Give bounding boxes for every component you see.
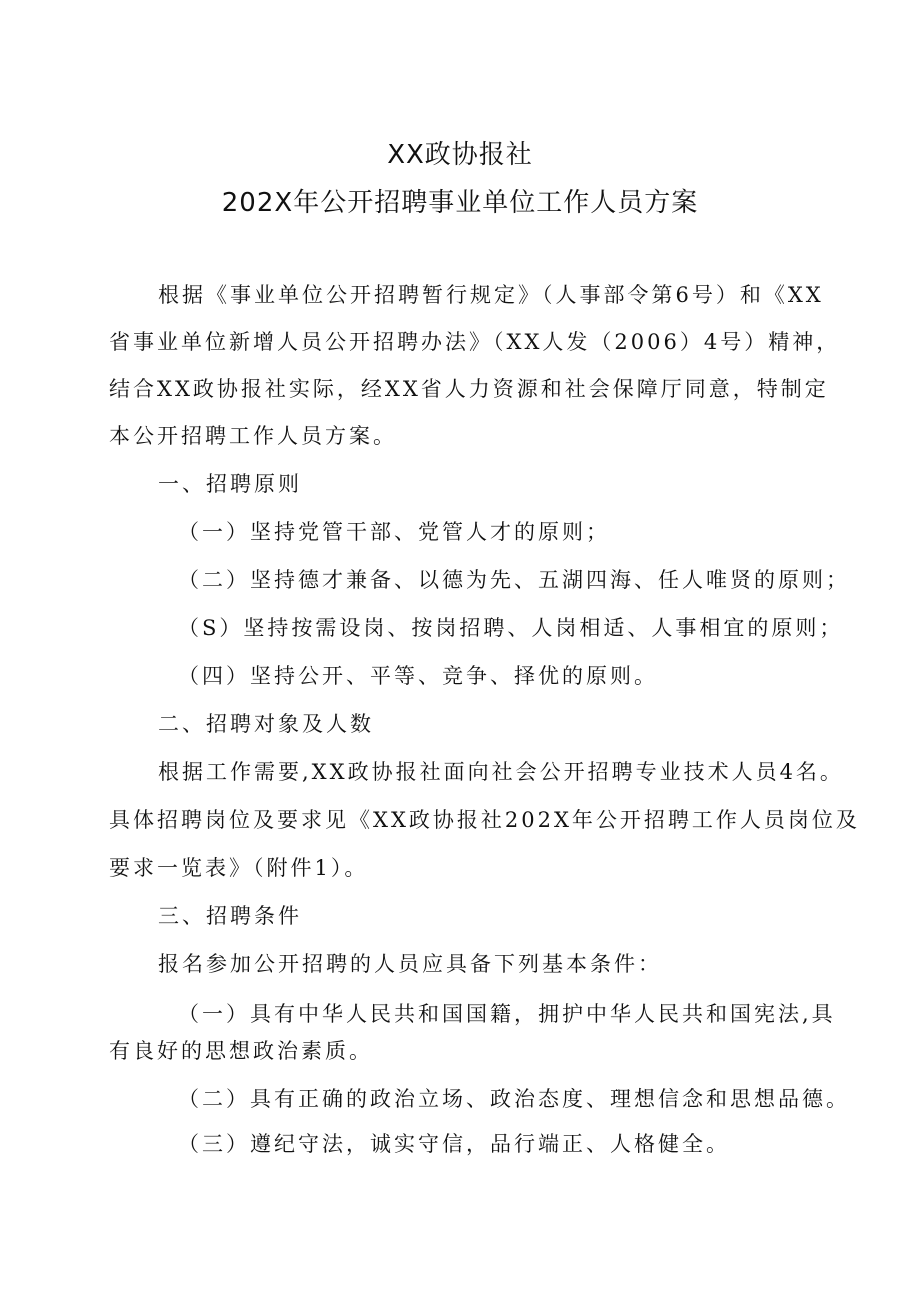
intro-line: 本公开招聘工作人员方案。 [109,424,397,448]
section-heading-recruitment-target: 二、招聘对象及人数 [158,712,374,736]
intro-line: 根据《事业单位公开招聘暂行规定》（人事部令第6号）和《XX [158,283,824,307]
principle-item: （一）坚持党管干部、党管人才的原则； [178,520,610,544]
recruitment-target-line: 具体招聘岗位及要求见《XX政协报社202X年公开招聘工作人员岗位及 [109,808,860,832]
condition-item-continuation: 有良好的思想政治素质。 [109,1039,373,1063]
condition-item: （三）遵纪守法，诚实守信，品行端正、人格健全。 [178,1132,730,1156]
section-heading-conditions: 三、招聘条件 [158,904,302,928]
document-title-main: 202X年公开招聘事业单位工作人员方案 [221,188,699,218]
condition-item: （二）具有正确的政治立场、政治态度、理想信念和思想品德。 [178,1087,850,1111]
principle-item: （四）坚持公开、平等、竞争、择优的原则。 [178,664,658,688]
intro-line: 结合XX政协报社实际，经XX省人力资源和社会保障厅同意，特制定 [109,377,829,401]
document-title-org: XX政协报社 [387,140,533,170]
section-heading-principles: 一、招聘原则 [158,472,302,496]
recruitment-target-line: 要求一览表》（附件1）。 [109,856,369,880]
intro-line: 省事业单位新增人员公开招聘办法》（XX人发（2006）4号）精神， [109,330,841,354]
recruitment-target-line: 根据工作需要,XX政协报社面向社会公开招聘专业技术人员4名。 [158,760,844,784]
condition-item: （一）具有中华人民共和国国籍，拥护中华人民共和国宪法,具 [178,1002,836,1026]
conditions-intro: 报名参加公开招聘的人员应具备下列基本条件： [158,952,662,976]
principle-item: （二）坚持德才兼备、以德为先、五湖四海、任人唯贤的原则； [178,568,850,592]
principle-item: （S）坚持按需设岗、按岗招聘、人岗相适、人事相宜的原则； [178,616,844,640]
